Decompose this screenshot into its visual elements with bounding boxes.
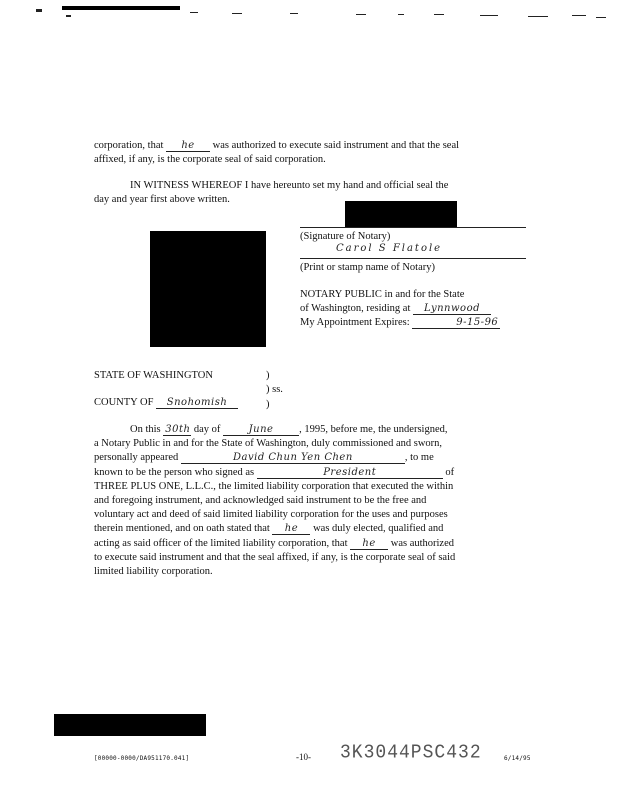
text: therein mentioned, and on oath stated that xyxy=(94,523,270,535)
paragraph-corporation-seal xyxy=(94,139,534,166)
text: to execute said instrument and that the seal affixed, if any, is the corporate seal of said xyxy=(94,551,456,563)
text: and foregoing instrument, and acknowledged said instrument to be the free and xyxy=(94,495,427,507)
text: limited liability corporation. xyxy=(94,566,213,578)
signature-line xyxy=(300,227,526,228)
text: day and year first above written. xyxy=(94,193,230,205)
state-label: STATE OF WASHINGTON xyxy=(94,370,213,381)
redacted-footer-block xyxy=(54,714,206,736)
top-scan-noise xyxy=(0,0,618,30)
venue-caption xyxy=(94,369,314,415)
handwritten-signer-name: David Chun Yen Chen xyxy=(181,453,405,464)
witness-clause xyxy=(94,179,534,206)
handwritten-title: President xyxy=(257,468,443,479)
text: , to me xyxy=(404,452,434,464)
print-name-line xyxy=(300,258,526,259)
text: day of xyxy=(193,424,221,435)
page-number: -10- xyxy=(296,752,311,762)
bates-number: 3K3044PSC432 xyxy=(340,741,482,764)
footer-date: 6/14/95 xyxy=(504,755,531,762)
signature-label: (Signature of Notary) xyxy=(300,231,391,242)
text: corporation, that xyxy=(94,140,164,151)
notary-public-text: NOTARY PUBLIC in and for the State xyxy=(300,289,465,301)
text: was duly elected, qualified and xyxy=(313,523,444,535)
notary-block xyxy=(300,227,530,329)
handwritten-pronoun: he xyxy=(272,524,310,535)
county-label: COUNTY OF xyxy=(94,397,154,408)
handwritten-expiration: 9-15-96 xyxy=(412,318,500,329)
venue-ss: ) ss. xyxy=(266,384,283,395)
text: On this xyxy=(130,424,161,435)
text: personally appeared xyxy=(94,452,179,464)
acknowledgment-paragraph xyxy=(94,423,534,579)
handwritten-residence: Lynnwood xyxy=(413,304,491,315)
venue-paren: ) xyxy=(266,370,270,381)
handwritten-month: June xyxy=(223,425,299,436)
residing-label: of Washington, residing at xyxy=(300,302,411,314)
text: known to be the person who signed as xyxy=(94,466,255,478)
handwritten-day: 30th xyxy=(165,424,191,435)
text: acting as said officer of the limited liability corporation, that xyxy=(94,537,348,549)
document-id: [00000-0000/DA951170.041] xyxy=(94,755,190,762)
text: THREE PLUS ONE, L.L.C., the limited liability corporation that executed the within xyxy=(94,480,454,492)
redacted-notary-seal xyxy=(150,231,266,347)
handwritten-notary-name: Carol S Flatole xyxy=(336,242,443,254)
redacted-signature xyxy=(345,201,457,227)
text: a Notary Public in and for the State of Washington, duly commissioned and sworn, xyxy=(94,438,443,450)
text: IN WITNESS WHEREOF I have hereunto set my hand and official seal the xyxy=(130,180,449,191)
text: was authorized xyxy=(390,537,455,549)
text: voluntary act and deed of said limited liability corporation for the uses and purposes xyxy=(94,509,448,521)
text: was authorized to execute said instrument and that the seal xyxy=(212,140,460,151)
print-name-label: (Print or stamp name of Notary) xyxy=(300,261,436,273)
venue-paren: ) xyxy=(266,399,270,410)
handwritten-pronoun: he xyxy=(166,141,210,152)
text: affixed, if any, is the corporate seal of said corporation. xyxy=(94,153,326,165)
handwritten-pronoun: he xyxy=(350,539,388,550)
appointment-label: My Appointment Expires: xyxy=(300,316,410,328)
text: of xyxy=(445,466,455,478)
handwritten-county: Snohomish xyxy=(156,398,238,409)
text: , 1995, before me, the undersigned, xyxy=(299,424,448,435)
